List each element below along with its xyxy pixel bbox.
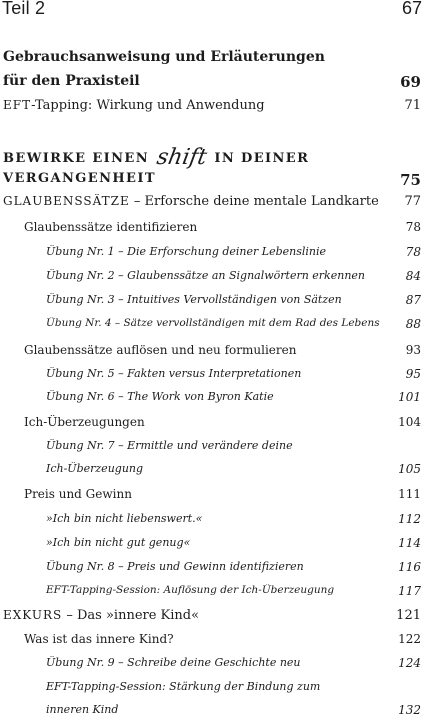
toc-entry-text: »Ich bin nicht gut genug« — [46, 536, 191, 549]
toc-entry-eft-session-2-cont[interactable] — [0, 703, 424, 716]
toc-entry-text: IN DEINER — [214, 151, 310, 166]
toc-entry-page: 78 — [405, 245, 421, 259]
toc-entry-page: 77 — [404, 194, 421, 209]
toc-entry-page: 95 — [405, 367, 421, 381]
toc-entry-text: Übung Nr. 8 – Preis und Gewinn identifizieren — [46, 560, 304, 573]
toc-entry-text: Übung Nr. 6 – The Work von Byron Katie — [46, 390, 274, 403]
toc-entry-page: 93 — [405, 343, 421, 357]
toc-entry-uebung-1[interactable] — [0, 245, 424, 258]
toc-entry-text: Gebrauchsanweisung und Erläuterungen — [3, 49, 325, 65]
toc-entry-uebung-7[interactable] — [0, 439, 424, 452]
toc-entry-exkurs[interactable] — [0, 608, 424, 623]
toc-entry-text: Preis und Gewinn — [24, 487, 132, 501]
toc-entry-text: Glaubenssätze identifizieren — [24, 220, 198, 234]
toc-entry-liebenswert[interactable] — [0, 512, 424, 525]
toc-entry-page: 117 — [398, 584, 421, 598]
toc-entry-text: Übung Nr. 2 – Glaubenssätze an Signalwörtern erkennen — [46, 269, 365, 282]
page-header — [0, 0, 424, 26]
part-label: Teil 2 — [2, 0, 46, 18]
toc-entry-text: Übung Nr. 9 – Schreibe deine Geschichte neu — [46, 656, 301, 669]
toc-entry-page: 71 — [404, 98, 421, 113]
toc-entry-text: Glaubenssätze auflösen und neu formulieren — [24, 343, 297, 357]
toc-entry-uebung-6[interactable] — [0, 390, 424, 403]
toc-entry-text: Übung Nr. 7 – Ermittle und verändere deine — [46, 439, 293, 452]
toc-entry-gut-genug[interactable] — [0, 536, 424, 549]
toc-entry-text: EFT-Tapping-Session: Auflösung der Ich-Überzeugung — [46, 584, 335, 596]
toc-entry-ich-ueberzeugungen[interactable] — [0, 415, 424, 429]
toc-entry-page: 121 — [396, 608, 421, 623]
toc-entry-gs-identifizieren[interactable] — [0, 220, 424, 234]
toc-entry-text: Ich-Überzeugung — [46, 462, 144, 475]
toc-entry-text: VERGANGENHEIT — [3, 171, 156, 186]
toc-entry-page: 75 — [400, 171, 421, 189]
toc-entry-text: – Das »innere Kind« — [62, 608, 200, 623]
toc-entry-glaubenssaetze[interactable] — [0, 194, 424, 209]
toc-entry-text: »Ich bin nicht liebenswert.« — [46, 512, 203, 525]
toc-entry-uebung-4[interactable] — [0, 317, 424, 329]
toc-entry-praxisteil[interactable] — [0, 73, 424, 89]
toc-entry-eft-session-1[interactable] — [0, 584, 424, 596]
toc-entry-page: 116 — [398, 560, 421, 574]
toc-entry-page: 112 — [398, 512, 421, 526]
toc-entry-vergangenheit[interactable] — [0, 171, 424, 189]
toc-entry-prefix: EFT — [3, 98, 32, 112]
toc-entry-page: 78 — [405, 220, 421, 234]
page-number: 67 — [401, 0, 422, 18]
toc-entry-text: für den Praxisteil — [3, 73, 140, 89]
toc-entry-page: 101 — [398, 390, 421, 404]
toc-entry-text: BEWIRKE EINEN — [3, 151, 149, 166]
toc-entry-text: EFT-Tapping-Session: Stärkung der Bindung zum — [46, 680, 321, 693]
toc-entry-text: – Erforsche deine mentale Landkarte — [129, 194, 379, 209]
toc-entry-inneres-kind[interactable] — [0, 632, 424, 646]
toc-entry-text: Übung Nr. 4 – Sätze vervollständigen mit dem Rad des Lebens — [46, 317, 380, 329]
toc-entry-gs-aufloesen[interactable] — [0, 343, 424, 357]
toc-entry-page: 114 — [398, 536, 421, 550]
toc-entry-uebung-7-cont[interactable] — [0, 462, 424, 475]
toc-entry-gebrauchsanweisung[interactable] — [0, 49, 424, 65]
toc-entry-uebung-9[interactable] — [0, 656, 424, 669]
shift-script-word: shift — [154, 145, 209, 170]
toc-entry-page: 132 — [398, 703, 421, 717]
toc-entry-page: 69 — [400, 73, 421, 91]
toc-entry-preis-gewinn[interactable] — [0, 487, 424, 501]
toc-entry-text: Was ist das innere Kind? — [24, 632, 174, 646]
toc-entry-bewirke-shift[interactable] — [0, 145, 424, 170]
toc-entry-page: 84 — [405, 269, 421, 283]
toc-entry-page: 105 — [398, 462, 421, 476]
toc-entry-page: 111 — [398, 487, 421, 501]
toc-entry-text: Übung Nr. 1 – Die Erforschung deiner Lebenslinie — [46, 245, 327, 258]
toc-entry-page: 87 — [405, 293, 421, 307]
toc-entry-text: inneren Kind — [46, 703, 119, 716]
toc-entry-prefix: GLAUBENSSÄTZE — [3, 194, 130, 208]
toc-entry-eft-tapping[interactable] — [0, 98, 424, 113]
toc-entry-page: 124 — [398, 656, 421, 670]
toc-entry-text: -Tapping: Wirkung und Anwendung — [31, 98, 265, 113]
toc-entry-page: 88 — [405, 317, 421, 331]
toc-entry-uebung-2[interactable] — [0, 269, 424, 282]
toc-entry-uebung-3[interactable] — [0, 293, 424, 306]
toc-entry-prefix: EXKURS — [3, 608, 63, 622]
toc-entry-uebung-5[interactable] — [0, 367, 424, 380]
toc-entry-eft-session-2[interactable] — [0, 680, 424, 693]
toc-entry-text: Ich-Überzeugungen — [24, 415, 145, 429]
toc-entry-text: Übung Nr. 3 – Intuitives Vervollständigen von Sätzen — [46, 293, 342, 306]
toc-entry-uebung-8[interactable] — [0, 560, 424, 573]
toc-entry-page: 104 — [398, 415, 421, 429]
toc-entry-text: Übung Nr. 5 – Fakten versus Interpretationen — [46, 367, 302, 380]
toc-entry-page: 122 — [398, 632, 421, 646]
